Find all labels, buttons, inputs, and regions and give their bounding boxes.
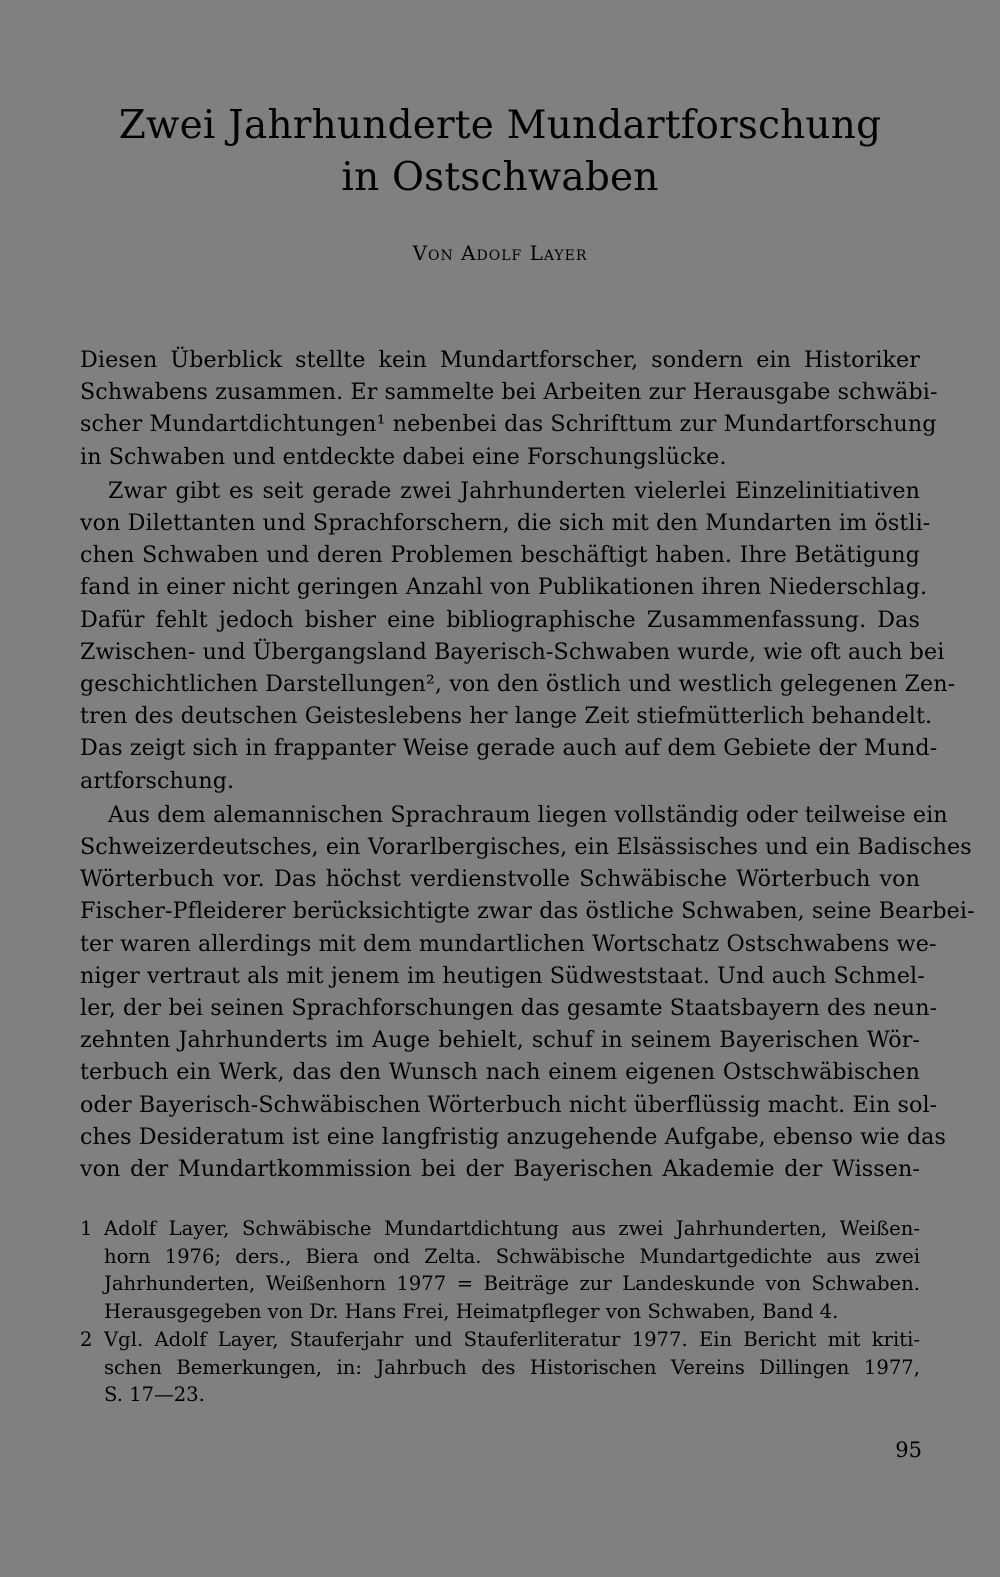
- footnote-2: [80, 1326, 920, 1409]
- text-line: zehnten Jahrhunderts im Auge behielt, schuf in seinem Bayerischen Wör-: [80, 1027, 920, 1054]
- text-line: Jahrhunderten, Weißenhorn 1977 = Beiträge zur Landeskunde von Schwaben.: [104, 1272, 920, 1295]
- text-line: Fischer-Pfleiderer berücksichtigte zwar das östliche Schwaben, seine Bearbei-: [80, 898, 975, 925]
- text-line: Schweizerdeutsches, ein Vorarlbergisches, ein Elsässisches und ein Badisches: [80, 834, 972, 861]
- page-number: 95: [895, 1438, 922, 1462]
- text-line: Wörterbuch vor. Das höchst verdienstvolle Schwäbische Wörterbuch von: [80, 866, 920, 893]
- paragraph-1: [80, 344, 938, 473]
- footnotes: [80, 1215, 920, 1410]
- article-title-line-2: in Ostschwaben: [341, 155, 659, 200]
- text-line: chen Schwaben und deren Problemen beschäftigt haben. Ihre Betätigung: [80, 542, 920, 569]
- text-line: Diesen Überblick stellte kein Mundartforscher, sondern ein Historiker: [80, 347, 920, 373]
- text-line: tren des deutschen Geisteslebens her lange Zeit stiefmütterlich behandelt.: [80, 703, 933, 730]
- text-line: S. 17—23.: [104, 1383, 205, 1406]
- text-line: Adolf Layer, Schwäbische Mundartdichtung aus zwei Jahrhunderten, Weißen-: [104, 1217, 920, 1240]
- text-line: Herausgegeben von Dr. Hans Frei, Heimatpfleger von Schwaben, Band 4.: [104, 1299, 839, 1323]
- text-line: in Schwaben und entdeckte dabei eine Forschungslücke.: [80, 443, 727, 470]
- text-line: terbuch ein Werk, das den Wunsch nach einem eigenen Ostschwäbischen: [80, 1059, 920, 1086]
- text-line: ler, der bei seinen Sprachforschungen das gesamte Staatsbayern des neun-: [80, 995, 938, 1022]
- article-title-line-1: Zwei Jahrhunderte Mundartforschung: [118, 103, 882, 148]
- text-line: oder Bayerisch-Schwäbischen Wörterbuch nicht überflüssig macht. Ein sol-: [80, 1091, 938, 1118]
- text-line: Dafür fehlt jedoch bisher eine bibliographische Zusammenfassung. Das: [80, 606, 920, 633]
- paragraph-2: [80, 475, 956, 797]
- text-line: ter waren allerdings mit dem mundartlichen Wortschatz Ostschwabens we-: [80, 930, 937, 957]
- text-line: Schwabens zusammen. Er sammelte bei Arbeiten zur Herausgabe schwäbi-: [80, 379, 938, 406]
- text-line: niger vertraut als mit jenem im heutigen Südweststaat. Und auch Schmel-: [80, 962, 925, 989]
- text-line: Zwischen- und Übergangsland Bayerisch-Schwaben wurde, wie oft auch bei: [80, 638, 945, 665]
- footnote-number: 1: [80, 1217, 93, 1240]
- text-line: Zwar gibt es seit gerade zwei Jahrhunderten vielerlei Einzelinitiativen: [108, 477, 920, 504]
- text-line: geschichtlichen Darstellungen², von den östlich und westlich gelegenen Zen-: [80, 671, 956, 698]
- text-line: Aus dem alemannischen Sprachraum liegen vollständig oder teilweise ein: [108, 801, 948, 828]
- text-line: ches Desideratum ist eine langfristig anzugehende Aufgabe, ebenso wie das: [80, 1123, 946, 1150]
- text-line: von Dilettanten und Sprachforschern, die sich mit den Mundarten im östli-: [80, 510, 931, 537]
- footnote-1: [80, 1215, 920, 1325]
- text-line: fand in einer nicht geringen Anzahl von Publikationen ihren Niederschlag.: [80, 574, 928, 601]
- text-line: horn 1976; ders., Biera ond Zelta. Schwäbische Mundartgedichte aus zwei: [104, 1244, 920, 1268]
- text-line: schen Bemerkungen, in: Jahrbuch des Historischen Vereins Dillingen 1977,: [104, 1355, 920, 1379]
- author-byline: Von Adolf Layer: [412, 241, 588, 265]
- footnote-number: 2: [80, 1328, 93, 1351]
- text-line: artforschung.: [80, 767, 235, 794]
- article-body: [80, 344, 975, 1185]
- text-line: Das zeigt sich in frappanter Weise gerade auch auf dem Gebiete der Mund-: [80, 735, 938, 762]
- footnote-text: [104, 1326, 920, 1409]
- footnote-text: [104, 1215, 920, 1325]
- text-line: von der Mundartkommission bei der Bayerischen Akademie der Wissen-: [80, 1156, 920, 1183]
- text-line: scher Mundartdichtungen¹ nebenbei das Schrifttum zur Mundartforschung: [80, 411, 937, 438]
- paragraph-3: [80, 799, 975, 1185]
- text-line: Vgl. Adolf Layer, Stauferjahr und Stauferliteratur 1977. Ein Bericht mit kriti-: [104, 1328, 920, 1351]
